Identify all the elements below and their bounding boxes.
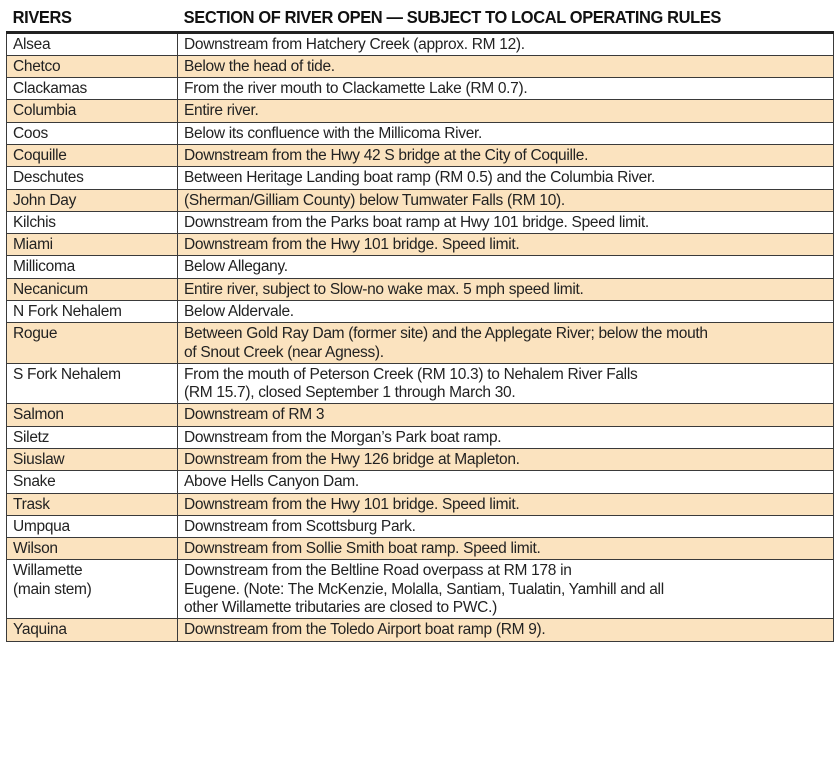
river-name-cell xyxy=(7,145,178,167)
table-row xyxy=(7,122,834,144)
river-name-cell xyxy=(7,78,178,100)
section-open-text: Between Heritage Landing boat ramp (RM 0.5) and the Columbia River. xyxy=(184,169,655,187)
river-name-cell xyxy=(7,404,178,426)
river-name-cell xyxy=(7,278,178,300)
river-rules-table xyxy=(6,5,834,642)
section-open-text: Below the head of tide. xyxy=(184,57,335,75)
river-name-text: (main stem) xyxy=(13,580,92,598)
table-row xyxy=(7,55,834,77)
river-name-cell xyxy=(7,560,178,619)
section-open-text: Between Gold Ray Dam (former site) and the Applegate River; below the mouth xyxy=(184,325,708,343)
table-row xyxy=(7,404,834,426)
section-open-text: Downstream from the Hwy 126 bridge at Mapleton. xyxy=(184,450,520,468)
section-open-text: Entire river. xyxy=(184,102,259,120)
table-row xyxy=(7,189,834,211)
header-rivers: RIVERS xyxy=(7,5,168,32)
river-name-text: Wilson xyxy=(13,540,58,558)
section-open-text: Entire river, subject to Slow-no wake max. 5 mph speed limit. xyxy=(184,280,584,298)
section-open-cell xyxy=(178,78,834,100)
section-open-text: Downstream from the Hwy 42 S bridge at the City of Coquille. xyxy=(184,147,589,165)
section-open-cell xyxy=(178,323,834,364)
table-row xyxy=(7,100,834,122)
river-name-cell xyxy=(7,189,178,211)
river-name-cell xyxy=(7,619,178,641)
section-open-text: Above Hells Canyon Dam. xyxy=(184,473,359,491)
river-name-text: John Day xyxy=(13,191,77,209)
river-name-cell xyxy=(7,363,178,404)
river-name-text: Necanicum xyxy=(13,280,88,298)
table-row xyxy=(7,426,834,448)
river-name-text: Clackamas xyxy=(13,80,87,98)
river-name-cell xyxy=(7,211,178,233)
river-name-cell xyxy=(7,301,178,323)
section-open-cell xyxy=(178,538,834,560)
section-open-cell xyxy=(178,167,834,189)
river-name-text: Miami xyxy=(13,236,53,254)
river-name-cell xyxy=(7,167,178,189)
table-row xyxy=(7,493,834,515)
section-open-cell xyxy=(178,256,834,278)
table-row xyxy=(7,167,834,189)
section-open-cell xyxy=(178,404,834,426)
section-open-text: of Snout Creek (near Agness). xyxy=(184,343,384,361)
section-open-cell xyxy=(178,426,834,448)
river-name-cell xyxy=(7,323,178,364)
section-open-cell xyxy=(178,515,834,537)
section-open-text: Downstream from the Hwy 101 bridge. Speed limit. xyxy=(184,236,520,254)
river-name-cell xyxy=(7,256,178,278)
river-name-text: N Fork Nehalem xyxy=(13,303,122,321)
river-name-text: Siletz xyxy=(13,428,50,446)
section-open-cell xyxy=(178,145,834,167)
river-name-cell xyxy=(7,493,178,515)
river-name-cell xyxy=(7,448,178,470)
section-open-text: Below Allegany. xyxy=(184,258,288,276)
table-row xyxy=(7,211,834,233)
river-name-text: Siuslaw xyxy=(13,450,65,468)
table-row xyxy=(7,619,834,641)
table-row xyxy=(7,234,834,256)
river-name-text: Rogue xyxy=(13,325,58,343)
table-row xyxy=(7,471,834,493)
section-open-text: Below its confluence with the Millicoma River. xyxy=(184,124,483,142)
section-open-text: Downstream from Sollie Smith boat ramp. Speed limit. xyxy=(184,540,541,558)
river-name-text: Snake xyxy=(13,473,56,491)
section-open-text: Downstream from Hatchery Creek (approx. RM 12). xyxy=(184,35,525,53)
table-row xyxy=(7,448,834,470)
river-name-text: Chetco xyxy=(13,57,61,75)
section-open-cell xyxy=(178,363,834,404)
section-open-text: Below Aldervale. xyxy=(184,303,294,321)
section-open-cell xyxy=(178,211,834,233)
river-name-text: Umpqua xyxy=(13,517,70,535)
river-name-text: Coquille xyxy=(13,147,67,165)
section-open-cell xyxy=(178,189,834,211)
river-name-cell xyxy=(7,471,178,493)
section-open-text: Downstream from the Morgan’s Park boat ramp. xyxy=(184,428,502,446)
river-name-cell xyxy=(7,515,178,537)
section-open-text: other Willamette tributaries are closed to PWC.) xyxy=(184,598,497,616)
header-section-open: SECTION OF RIVER OPEN — SUBJECT TO LOCAL OPERATING RULES xyxy=(178,5,795,32)
section-open-text: From the mouth of Peterson Creek (RM 10.3) to Nehalem River Falls xyxy=(184,365,638,383)
section-open-text: From the river mouth to Clackamette Lake (RM 0.7). xyxy=(184,80,528,98)
section-open-cell xyxy=(178,32,834,55)
section-open-cell xyxy=(178,493,834,515)
section-open-text: Eugene. (Note: The McKenzie, Molalla, Santiam, Tualatin, Yamhill and all xyxy=(184,580,664,598)
river-name-cell xyxy=(7,122,178,144)
river-name-text: Kilchis xyxy=(13,213,56,231)
table-row xyxy=(7,363,834,404)
river-name-text: Alsea xyxy=(13,35,51,53)
river-name-text: Millicoma xyxy=(13,258,75,276)
section-open-cell xyxy=(178,301,834,323)
section-open-text: Downstream from the Toledo Airport boat ramp (RM 9). xyxy=(184,621,546,639)
section-open-cell xyxy=(178,448,834,470)
river-name-cell xyxy=(7,100,178,122)
river-name-text: Willamette xyxy=(13,562,83,580)
table-body xyxy=(7,32,834,641)
section-open-cell xyxy=(178,122,834,144)
table-row xyxy=(7,538,834,560)
river-name-text: Columbia xyxy=(13,102,77,120)
section-open-cell xyxy=(178,100,834,122)
table-header-row xyxy=(7,5,834,32)
table-row xyxy=(7,323,834,364)
river-name-text: Coos xyxy=(13,124,48,142)
table-row xyxy=(7,256,834,278)
river-name-cell xyxy=(7,426,178,448)
table-row xyxy=(7,32,834,55)
river-name-text: Deschutes xyxy=(13,169,84,187)
table-row xyxy=(7,560,834,619)
river-name-cell xyxy=(7,538,178,560)
section-open-text: (RM 15.7), closed September 1 through March 30. xyxy=(184,384,516,402)
section-open-text: Downstream from the Parks boat ramp at Hwy 101 bridge. Speed limit. xyxy=(184,213,649,231)
section-open-text: Downstream from the Beltline Road overpass at RM 178 in xyxy=(184,562,572,580)
section-open-cell xyxy=(178,471,834,493)
table-row xyxy=(7,145,834,167)
section-open-text: Downstream from the Hwy 101 bridge. Speed limit. xyxy=(184,495,520,513)
river-name-text: Salmon xyxy=(13,406,64,424)
section-open-cell xyxy=(178,278,834,300)
river-name-text: Yaquina xyxy=(13,621,67,639)
section-open-text: Downstream of RM 3 xyxy=(184,406,325,424)
river-name-text: Trask xyxy=(13,495,50,513)
river-name-cell xyxy=(7,234,178,256)
table-row xyxy=(7,278,834,300)
section-open-cell xyxy=(178,234,834,256)
section-open-text: (Sherman/Gilliam County) below Tumwater Falls (RM 10). xyxy=(184,191,565,209)
table-row xyxy=(7,515,834,537)
river-name-cell xyxy=(7,32,178,55)
section-open-cell xyxy=(178,560,834,619)
table-row xyxy=(7,301,834,323)
section-open-text: Downstream from Scottsburg Park. xyxy=(184,517,416,535)
table-row xyxy=(7,78,834,100)
section-open-cell xyxy=(178,55,834,77)
river-name-text: S Fork Nehalem xyxy=(13,365,121,383)
river-name-cell xyxy=(7,55,178,77)
section-open-cell xyxy=(178,619,834,641)
